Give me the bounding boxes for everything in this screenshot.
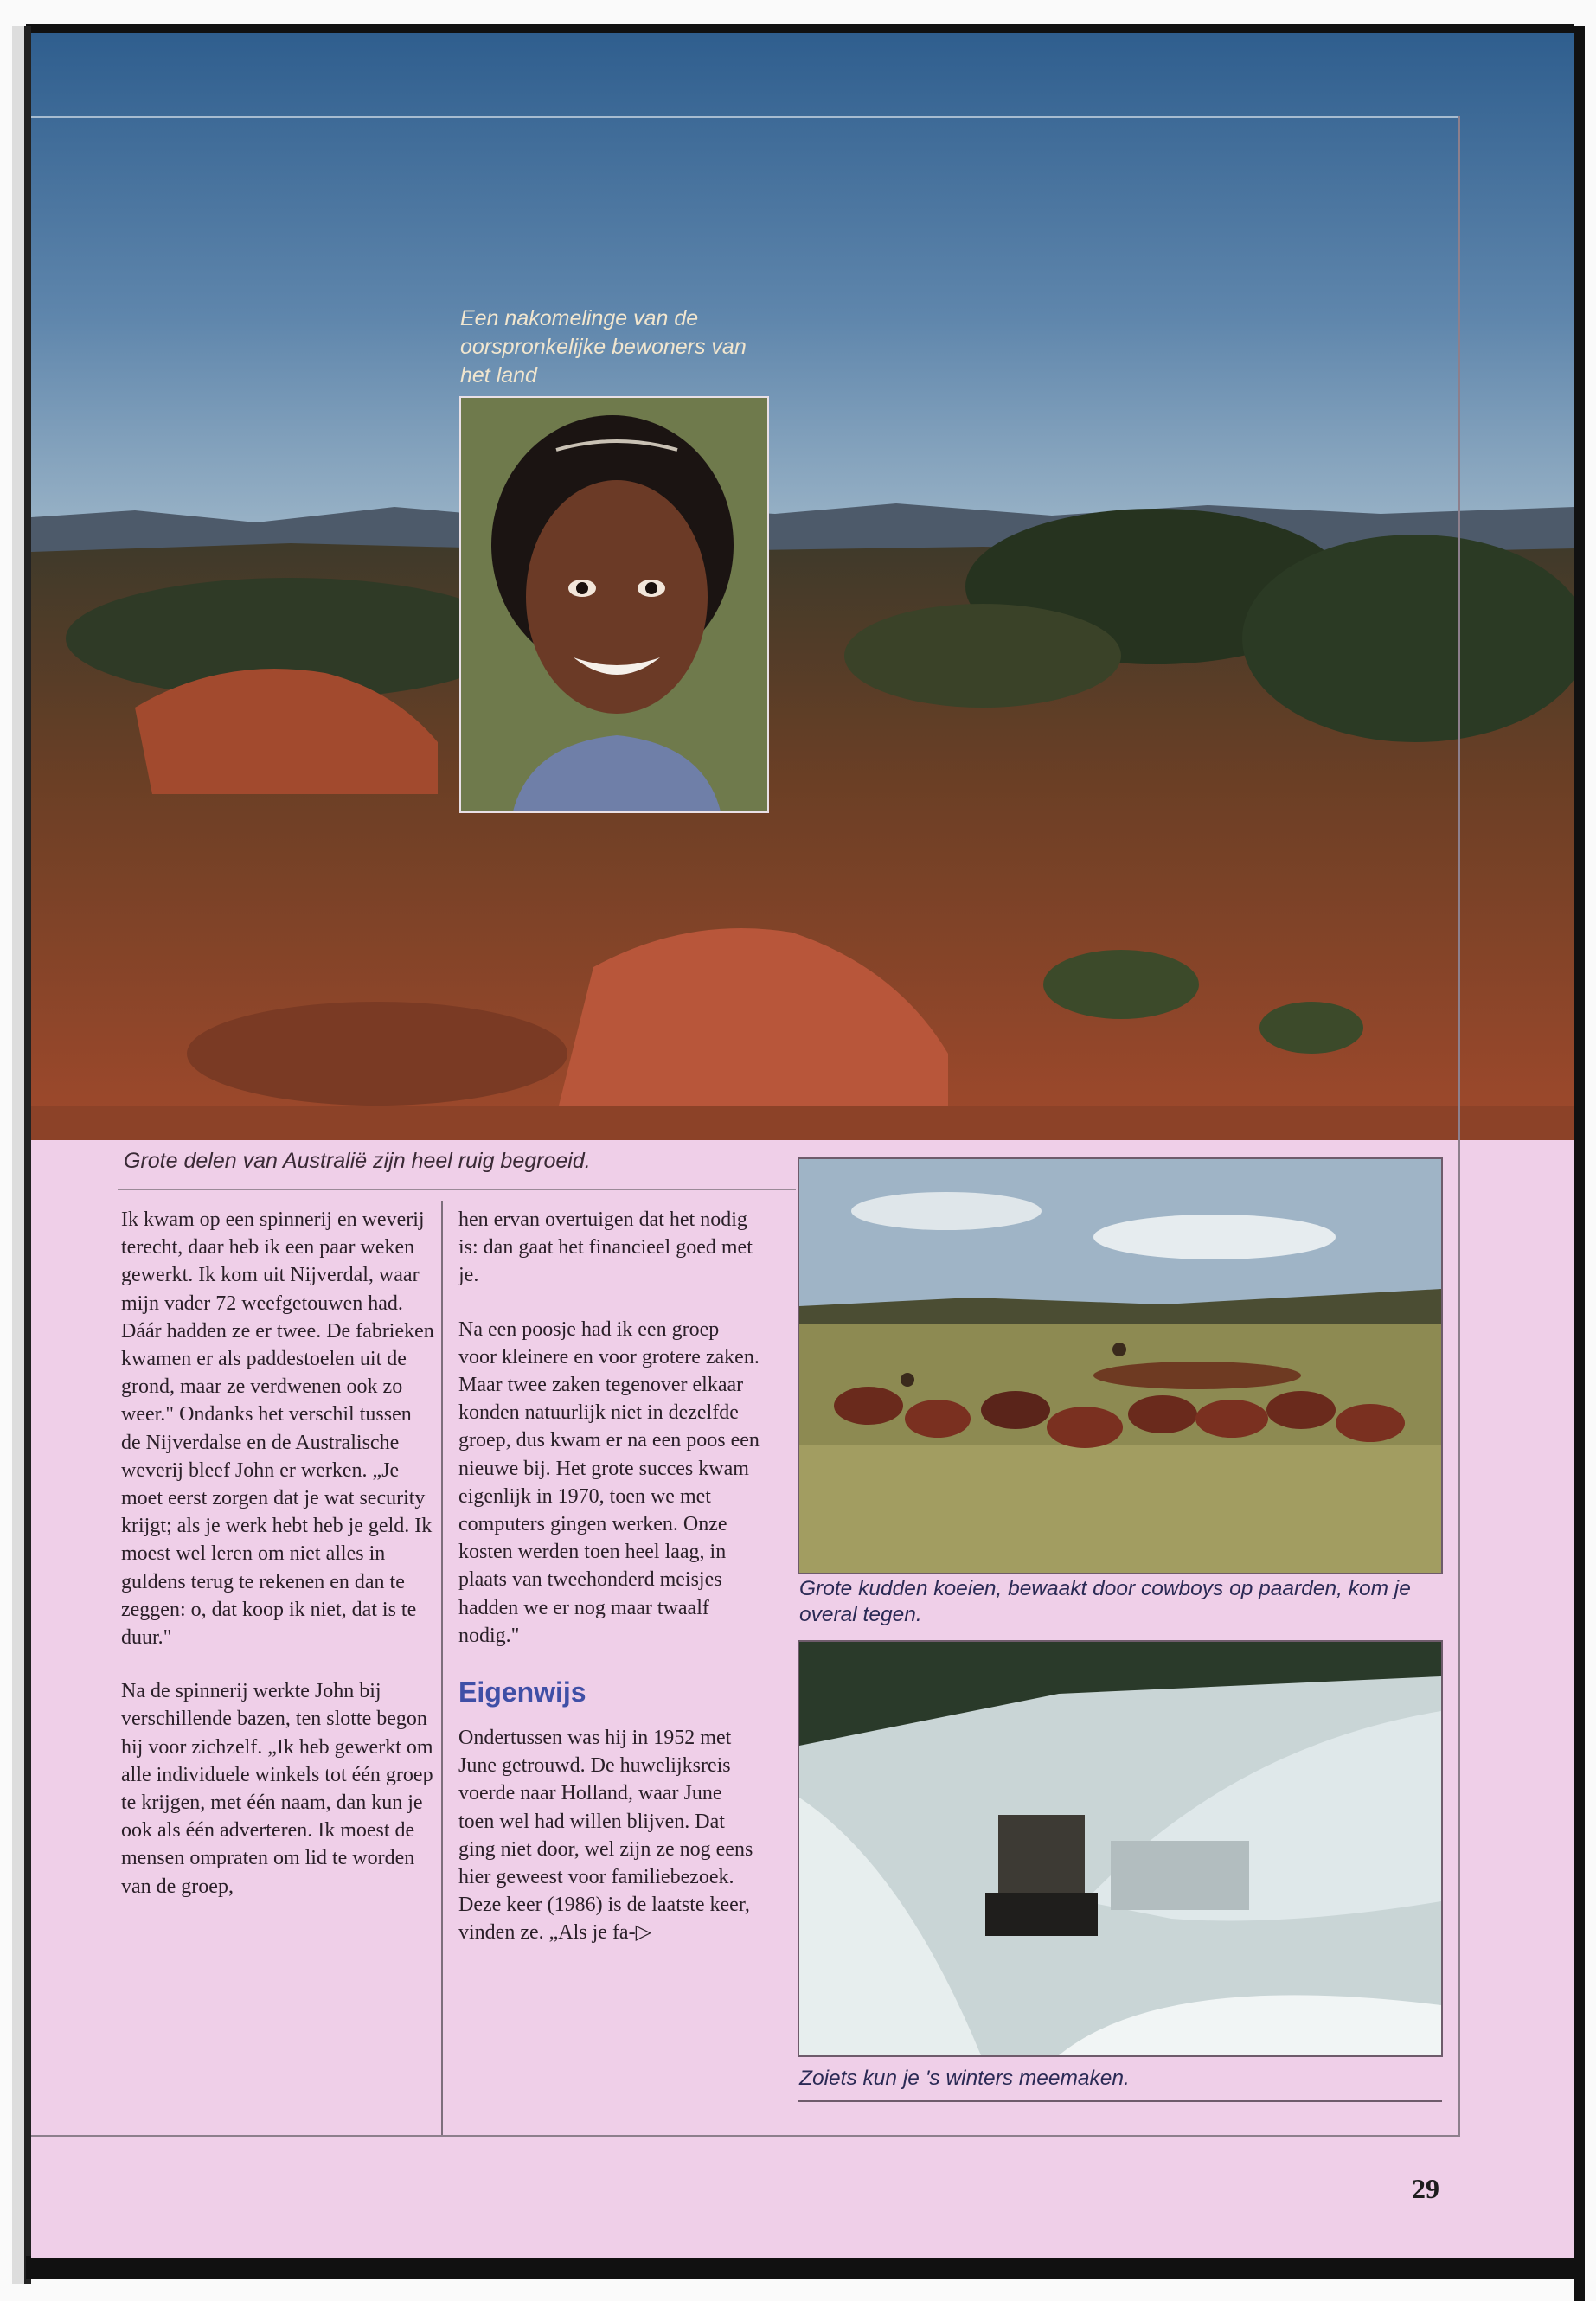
portrait-illustration <box>461 398 767 811</box>
caption-rule <box>798 2100 1442 2102</box>
scan-edge-right <box>1574 26 1585 2301</box>
frame-line-top <box>31 116 1460 118</box>
cattle-illustration <box>799 1159 1441 1573</box>
frame-line-right <box>1458 116 1460 2137</box>
section-heading: Eigenwijs <box>458 1676 586 1708</box>
page-number: 29 <box>1412 2173 1439 2204</box>
article-column-1 <box>121 1206 434 1926</box>
caption-rule <box>118 1189 796 1190</box>
paragraph: hen ervan overtuigen dat het nodig is: dan gaat het financieel goed met je. <box>458 1208 753 1287</box>
hero-caption: Grote delen van Australië zijn heel ruig begroeid. <box>124 1149 591 1173</box>
paragraph: Na een poosje had ik een groep voor kleinere en voor grotere zaken. Maar twee zaken tegenover elkaar konden natuurlijk niet in dezelfde groep, dus kwam er na een poos een nieuwe bij. Het grote succes kwam eigenlijk in 1970, toen we met computers gingen werken. Onze kosten werden toen heel laag, in plaats van tweehonderd meisjes hadden we er nog maar twaalf nodig." <box>458 1317 760 1647</box>
paragraph: Na de spinnerij werkte John bij verschillende bazen, ten slotte begon hij voor zichzelf. „Ik heb gewerkt om alle individuele winkels tot één groep te krijgen, met één naam, dan kun je ook als één adverteren. Ik moest de mensen ompraten om lid te worden van de groep, <box>121 1680 433 1898</box>
magazine-page <box>31 33 1574 2258</box>
snowplow-illustration <box>799 1642 1441 2055</box>
column-rule <box>441 1201 443 2135</box>
scan-edge-bottom <box>26 2256 1585 2279</box>
frame-line-bottom <box>31 2135 1460 2137</box>
snow-photo <box>798 1640 1443 2057</box>
scan-edge-left <box>12 26 31 2284</box>
inset-portrait-photo <box>459 396 769 813</box>
article-column-2 <box>458 1206 761 1973</box>
paragraph: Ondertussen was hij in 1952 met June getrouwd. De huwelijksreis voerde naar Holland, waar June toen wel had willen blijven. Dat ging niet door, wel zijn ze nog eens hier geweest voor familiebezoek. Deze keer (1986) is de laatste keer, vinden ze. „Als je fa-▷ <box>458 1727 753 1945</box>
hero-landscape-photo <box>31 33 1574 1140</box>
scan-edge-top <box>26 24 1574 33</box>
cattle-photo <box>798 1157 1443 1574</box>
cattle-caption: Grote kudden koeien, bewaakt door cowboys op paarden, kom je overal tegen. <box>799 1577 1411 1626</box>
snow-caption: Zoiets kun je 's winters meemaken. <box>799 2067 1130 2090</box>
landscape-illustration <box>31 33 1574 1140</box>
paragraph: Ik kwam op een spinnerij en weverij terecht, daar heb ik een paar weken gewerkt. Ik kom uit Nijverdal, waar mijn vader 72 weefgetouwen had. Dáár hadden ze er twee. De fabrieken kwamen er als paddestoelen uit de grond, maar ze verdwenen ook zo weer." Ondanks het verschil tussen de Nijverdalse en de Australische weverij bleef John er werken. „Je moet eerst zorgen dat je wat security krijgt; als je werk hebt heb je geld. Ik moest wel leren om niet alles in guldens terug te rekenen en dan te zeggen: o, dat koop ik niet, dat is te duur." <box>121 1208 434 1650</box>
inset-caption: Een nakomelinge van de oorspronkelijke bewoners van het land <box>460 306 747 388</box>
